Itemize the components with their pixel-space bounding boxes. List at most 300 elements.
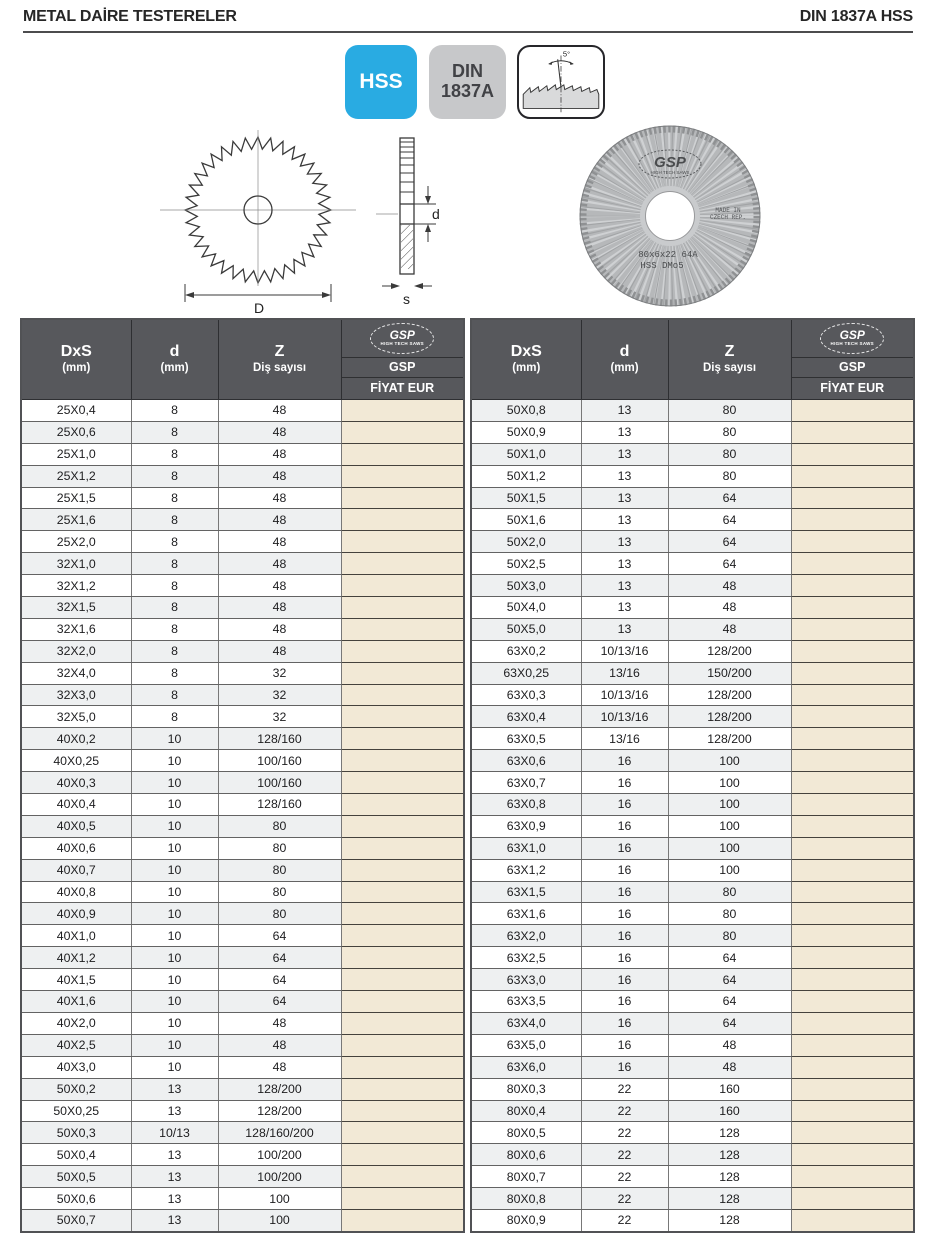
price-cell [341,1100,464,1122]
table-row [21,969,464,991]
spec-cell: 16 [581,837,668,859]
spec-cell: 48 [218,1034,341,1056]
price-cell [791,1144,914,1166]
table-row [21,1122,464,1144]
price-cell [341,400,464,422]
price-cell [341,618,464,640]
spec-cell: 63X1,5 [471,881,581,903]
price-cell [341,728,464,750]
spec-cell: 64 [668,509,791,531]
spec-cell: 100/160 [218,772,341,794]
price-cell [791,728,914,750]
label-D: D [254,300,265,316]
table-row [21,728,464,750]
spec-cell: 8 [131,684,218,706]
spec-cell: 64 [668,947,791,969]
din-badge [429,45,506,119]
spec-cell: 25X0,6 [21,421,131,443]
price-cell [341,991,464,1013]
spec-cell: 128/200 [668,706,791,728]
table-row [21,1012,464,1034]
table-row [471,1144,914,1166]
price-cell [341,575,464,597]
spec-cell: 100 [668,750,791,772]
spec-cell: 63X6,0 [471,1056,581,1078]
col-title: DxS [60,343,92,361]
price-cell [341,553,464,575]
din-line1: DIN [451,61,483,82]
spec-cell: 10 [131,881,218,903]
table-row [471,421,914,443]
spec-cell: 32 [218,662,341,684]
table-row [471,684,914,706]
photo-logo: GSP [654,154,686,171]
spec-cell: 50X1,0 [471,443,581,465]
price-cell [791,969,914,991]
price-cell [791,400,914,422]
spec-cell: 100 [668,815,791,837]
right-table-body [471,400,914,1232]
spec-cell: 63X3,5 [471,991,581,1013]
spec-cell: 40X2,0 [21,1012,131,1034]
table-row [471,947,914,969]
table-row [471,728,914,750]
col-header-d [581,319,668,400]
col-header-z [218,319,341,400]
spec-cell: 8 [131,531,218,553]
spec-cell: 160 [668,1078,791,1100]
price-cell [791,1012,914,1034]
table-row [471,1122,914,1144]
table-row [21,794,464,816]
table-row [21,640,464,662]
price-cell [341,1012,464,1034]
table-row [21,859,464,881]
spec-table-right [470,318,915,1233]
spec-cell: 10 [131,969,218,991]
price-cell [791,487,914,509]
table-row [471,487,914,509]
spec-cell: 32X2,0 [21,640,131,662]
table-row [21,881,464,903]
table-row [21,421,464,443]
spec-cell: 8 [131,465,218,487]
table-row [471,969,914,991]
spec-cell: 80X0,6 [471,1144,581,1166]
table-row [21,1144,464,1166]
table-row [471,1056,914,1078]
spec-cell: 80X0,7 [471,1166,581,1188]
price-cell [341,487,464,509]
spec-cell: 10 [131,1012,218,1034]
spec-cell: 48 [218,465,341,487]
table-row [471,618,914,640]
spec-table-left [20,318,465,1233]
table-row [471,662,914,684]
spec-cell: 16 [581,1034,668,1056]
table-row [21,837,464,859]
price-cell [341,1166,464,1188]
spec-cell: 48 [218,1056,341,1078]
price-label: FİYAT EUR [370,381,435,395]
spec-cell: 48 [668,1034,791,1056]
spec-cell: 48 [668,575,791,597]
table-row [21,750,464,772]
spec-cell: 13 [581,509,668,531]
table-row [471,991,914,1013]
table-row [471,815,914,837]
spec-cell: 13 [581,597,668,619]
spec-cell: 16 [581,750,668,772]
price-cell [791,903,914,925]
table-row [471,1078,914,1100]
col-header-z [668,319,791,400]
spec-cell: 40X0,7 [21,859,131,881]
spec-cell: 8 [131,443,218,465]
spec-cell: 40X0,3 [21,772,131,794]
spec-cell: 64 [668,1012,791,1034]
col-unit: Diş sayısı [702,361,757,374]
spec-cell: 80X0,8 [471,1188,581,1210]
col-unit: (mm) [62,361,91,374]
price-cell [341,1078,464,1100]
spec-cell: 64 [218,991,341,1013]
spec-cell: 10 [131,859,218,881]
spec-cell: 13 [131,1078,218,1100]
table-row [471,400,914,422]
angle-value: 5° [562,49,571,59]
gsp-logo [792,321,914,358]
spec-cell: 48 [218,618,341,640]
spec-cell: 48 [668,618,791,640]
spec-cell: 80 [668,443,791,465]
table-row [21,1166,464,1188]
price-cell [341,421,464,443]
price-cell [341,465,464,487]
price-cell [791,597,914,619]
left-table-body [21,400,464,1232]
price-cell [791,947,914,969]
spec-cell: 128/160/200 [218,1122,341,1144]
spec-cell: 100 [668,837,791,859]
price-cell [341,640,464,662]
spec-cell: 63X0,5 [471,728,581,750]
spec-cell: 13 [581,400,668,422]
table-row [21,662,464,684]
spec-cell: 64 [668,553,791,575]
spec-cell: 100/200 [218,1166,341,1188]
spec-cell: 13 [131,1188,218,1210]
spec-cell: 63X1,0 [471,837,581,859]
spec-cell: 8 [131,597,218,619]
spec-cell: 8 [131,662,218,684]
spec-cell: 100 [668,859,791,881]
spec-cell: 63X2,5 [471,947,581,969]
spec-cell: 48 [218,597,341,619]
spec-cell: 13/16 [581,728,668,750]
price-cell [791,925,914,947]
table-row [471,794,914,816]
spec-cell: 40X2,5 [21,1034,131,1056]
table-row [21,815,464,837]
price-cell [341,815,464,837]
tooth-angle-badge [517,45,605,119]
price-cell [341,684,464,706]
spec-cell: 128/200 [668,728,791,750]
spec-cell: 13 [131,1144,218,1166]
spec-cell: 8 [131,575,218,597]
spec-cell: 13 [581,553,668,575]
price-cell [791,684,914,706]
spec-cell: 64 [218,969,341,991]
spec-cell: 63X0,9 [471,815,581,837]
price-cell [341,1209,464,1231]
spec-cell: 50X0,2 [21,1078,131,1100]
spec-cell: 25X1,0 [21,443,131,465]
spec-cell: 160 [668,1100,791,1122]
spec-cell: 128/200 [218,1100,341,1122]
price-cell [791,443,914,465]
spec-cell: 10 [131,1034,218,1056]
col-unit: (mm) [160,361,189,374]
table-row [471,465,914,487]
spec-cell: 16 [581,794,668,816]
spec-cell: 16 [581,1012,668,1034]
spec-cell: 64 [668,487,791,509]
col-title: Z [724,343,735,361]
spec-cell: 8 [131,553,218,575]
table-row [21,1209,464,1231]
table-row [21,991,464,1013]
spec-cell: 50X0,8 [471,400,581,422]
table-row [471,597,914,619]
table-row [471,1100,914,1122]
spec-cell: 40X0,9 [21,903,131,925]
price-cell [341,1122,464,1144]
table-row [21,925,464,947]
spec-cell: 10 [131,991,218,1013]
spec-cell: 10/13/16 [581,706,668,728]
spec-cell: 64 [668,531,791,553]
header-rule [23,31,913,33]
price-cell [791,1166,914,1188]
spec-cell: 128/160 [218,794,341,816]
table-row [471,575,914,597]
spec-cell: 25X1,5 [21,487,131,509]
spec-cell: 128 [668,1188,791,1210]
price-cell [341,772,464,794]
spec-cell: 50X0,3 [21,1122,131,1144]
table-row [21,597,464,619]
col-title: DxS [510,343,542,361]
spec-cell: 50X0,7 [21,1209,131,1231]
table-row [21,903,464,925]
col-header-price [341,319,464,400]
spec-cell: 48 [668,1056,791,1078]
price-label: FİYAT EUR [820,381,885,395]
spec-cell: 128/160 [218,728,341,750]
price-cell [341,706,464,728]
spec-cell: 100 [668,772,791,794]
price-cell [791,1034,914,1056]
spec-cell: 100 [668,794,791,816]
spec-cell: 8 [131,618,218,640]
table-row [21,947,464,969]
table-row [471,509,914,531]
spec-cell: 13 [131,1166,218,1188]
spec-cell: 80 [218,859,341,881]
spec-cell: 128 [668,1144,791,1166]
spec-cell: 80 [668,400,791,422]
spec-cell: 13 [581,443,668,465]
col-title: d [619,343,630,361]
spec-cell: 40X1,2 [21,947,131,969]
col-unit: (mm) [610,361,639,374]
din-badge-label [441,62,494,102]
price-cell [341,1034,464,1056]
spec-cell: 150/200 [668,662,791,684]
col-title: Z [274,343,285,361]
spec-cell: 48 [218,421,341,443]
price-cell [341,794,464,816]
spec-cell: 80 [668,881,791,903]
price-cell [341,509,464,531]
spec-cell: 64 [668,969,791,991]
price-cell [341,531,464,553]
spec-cell: 48 [218,487,341,509]
price-cell [341,1188,464,1210]
spec-cell: 48 [218,400,341,422]
spec-cell: 63X2,0 [471,925,581,947]
spec-cell: 80X0,4 [471,1100,581,1122]
spec-cell: 63X1,6 [471,903,581,925]
label-d: d [432,206,440,222]
spec-cell: 40X0,6 [21,837,131,859]
price-cell [341,1056,464,1078]
price-cell [341,443,464,465]
table-row [471,640,914,662]
price-cell [791,421,914,443]
spec-cell: 50X5,0 [471,618,581,640]
price-cell [791,881,914,903]
col-unit: (mm) [512,361,541,374]
price-cell [791,706,914,728]
table-row [21,509,464,531]
spec-cell: 128/200 [668,640,791,662]
col-header-dxs [471,319,581,400]
spec-cell: 32X1,5 [21,597,131,619]
gsp-logo-subtext: HIGH TECH SAWS [380,341,424,347]
table-row [471,443,914,465]
spec-cell: 13 [581,575,668,597]
spec-cell: 22 [581,1209,668,1231]
table-row [471,531,914,553]
price-cell [791,859,914,881]
spec-cell: 128/200 [668,684,791,706]
spec-cell: 80 [668,925,791,947]
din-line2: 1837A [440,81,495,101]
table-row [471,1209,914,1231]
spec-cell: 50X2,5 [471,553,581,575]
spec-cell: 100/200 [218,1144,341,1166]
spec-cell: 63X0,2 [471,640,581,662]
table-row [21,618,464,640]
spec-cell: 32X3,0 [21,684,131,706]
tooth-angle-icon [521,48,601,116]
spec-cell: 80 [668,465,791,487]
spec-cell: 50X1,6 [471,509,581,531]
table-row [21,1034,464,1056]
gsp-label: GSP [342,358,464,378]
spec-cell: 50X2,0 [471,531,581,553]
spec-cell: 48 [218,443,341,465]
spec-cell: 32X1,0 [21,553,131,575]
spec-cell: 63X1,2 [471,859,581,881]
spec-cell: 10 [131,903,218,925]
price-cell [791,662,914,684]
spec-cell: 10 [131,925,218,947]
spec-cell: 25X0,4 [21,400,131,422]
spec-cell: 8 [131,487,218,509]
hss-badge-label: HSS [359,70,403,93]
price-cell [791,772,914,794]
price-cell [791,465,914,487]
table-row [21,1056,464,1078]
price-cell [341,1144,464,1166]
spec-cell: 16 [581,903,668,925]
spec-cell: 63X0,6 [471,750,581,772]
spec-cell: 48 [218,640,341,662]
table-row [471,903,914,925]
price-cell [791,750,914,772]
spec-cell: 63X4,0 [471,1012,581,1034]
spec-cell: 63X0,25 [471,662,581,684]
spec-cell: 40X1,6 [21,991,131,1013]
photo-origin-2: CZECH REP. [709,214,747,221]
price-cell [341,859,464,881]
spec-cell: 16 [581,881,668,903]
price-cell [791,815,914,837]
spec-cell: 16 [581,815,668,837]
spec-cell: 50X0,5 [21,1166,131,1188]
spec-cell: 40X1,0 [21,925,131,947]
hss-badge [345,45,417,119]
table-row [471,553,914,575]
col-title: d [169,343,180,361]
spec-cell: 40X1,5 [21,969,131,991]
spec-cell: 16 [581,1056,668,1078]
spec-cell: 8 [131,421,218,443]
spec-cell: 100/160 [218,750,341,772]
table-row [21,531,464,553]
price-cell [341,837,464,859]
table-row [471,1034,914,1056]
spec-cell: 10 [131,750,218,772]
table-row [21,1188,464,1210]
spec-cell: 40X0,8 [21,881,131,903]
col-header-d [131,319,218,400]
spec-cell: 63X5,0 [471,1034,581,1056]
table-row [21,465,464,487]
price-cell [341,597,464,619]
spec-cell: 25X1,2 [21,465,131,487]
price-cell [791,1188,914,1210]
spec-cell: 50X4,0 [471,597,581,619]
price-cell [791,618,914,640]
spec-cell: 80 [218,881,341,903]
spec-cell: 48 [218,553,341,575]
table-row [21,443,464,465]
